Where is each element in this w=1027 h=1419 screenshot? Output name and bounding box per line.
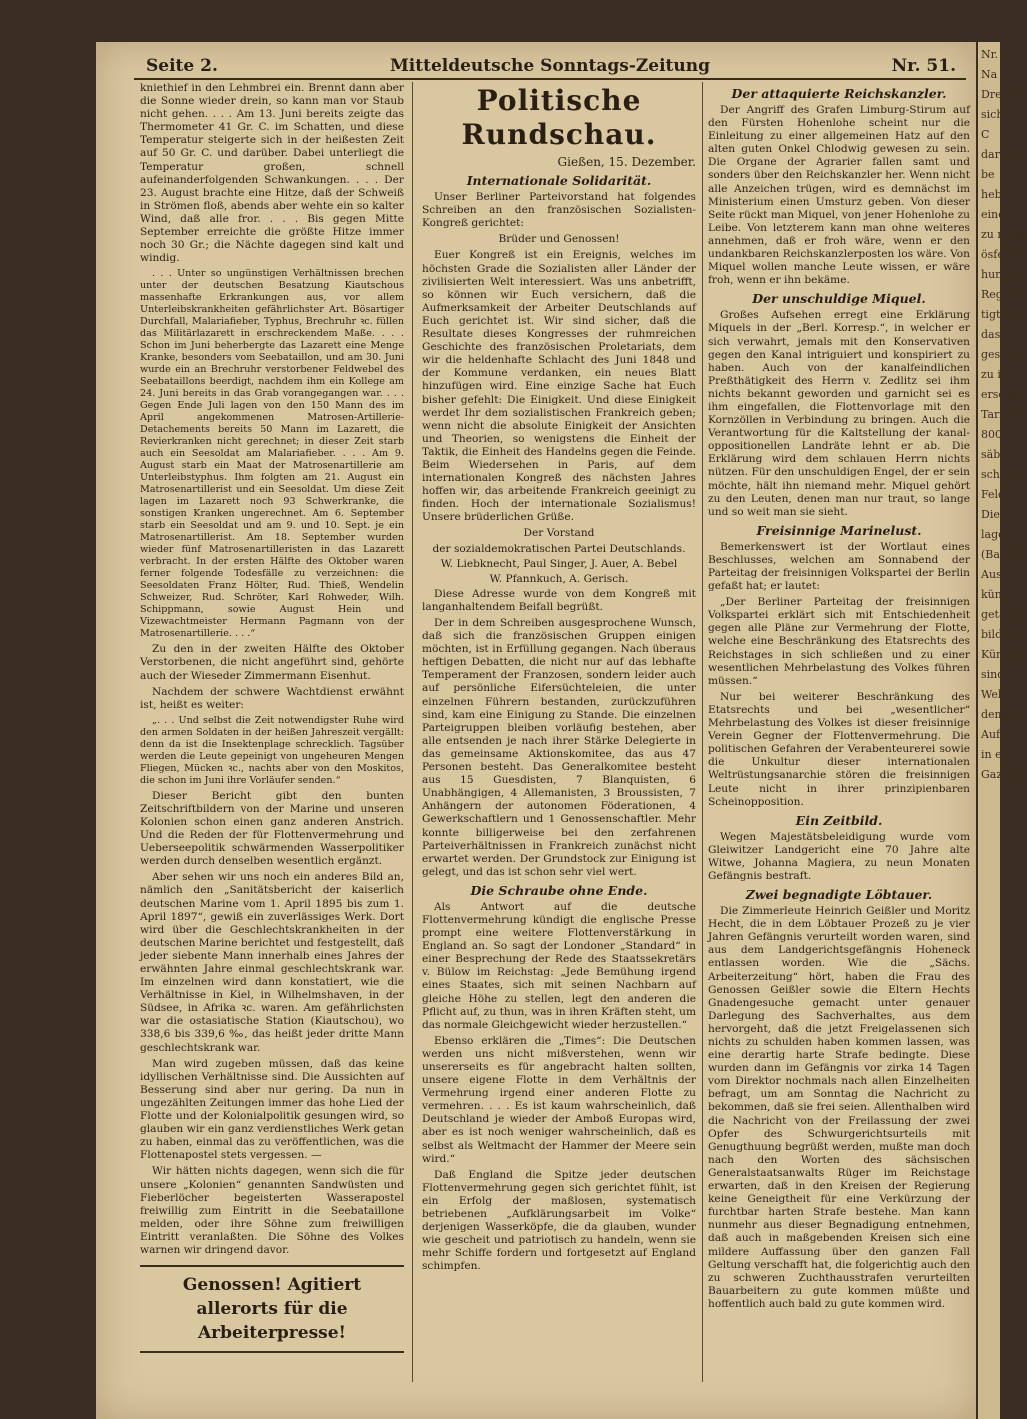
adjacent-page-fragment: darzuth bbox=[981, 148, 1025, 161]
paragraph: Aber sehen wir uns noch ein anderes Bild an, nämlich den „Sanitätsbericht der kaiserlich deutschen Marine vom 1. April 1895 bis zum 1. April 1897“, gewiß ein zuverlässiges Werk. Dort wird über die Geschlechtskrankheiten in der deutschen Marine berichtet und festgestellt, daß jeder siebente Mann innerhalb eines Jahres der erwähnten Jahre einmal geschlechtskrank war. Im einzelnen wird dann konstatiert, wie die Verhältnisse in Kiel, in Wilhelmshaven, in der Südsee, in Afrika ꝛc. waren. Am gefährlichsten war die ostasiatische Station (Kiautschou), wo 338,6 bis 339,6 ‰, das heißt jeder dritte Mann geschlechtskrank war. bbox=[140, 871, 404, 1054]
slogan-box: Genossen! Agitiert allerorts für die Arbeiterpresse! bbox=[140, 1265, 404, 1353]
paragraph: „Der Berliner Parteitag der freisinnigen Volkspartei erklärt sich mit Entschiedenheit gegen alle Pläne zur Vermehrung der Flotte, welche eine Beschränkung des Etatsrechts des Reichstages in sich schließen und zu einer wesentlichen Mehrbelastung des Volkes führen müssen.“ bbox=[708, 596, 970, 687]
paragraph: Der Angriff des Grafen Limburg-Stirum auf den Fürsten Hohenlohe scheint nur die Einleitung zu einer allgemeinen Hatz auf den alten guten Onkel Chlodwig gewesen zu sein. Die Organe der Agrarier fallen samt und sonders über den Reichskanzler her. Wenn nicht alle Anzeichen trügen, wird es demnächst im Ministerium einen Umsturz geben. Von dieser Seite rückt man Miquel, von jener Hohenlohe zu Leibe. Von letzterem kann man ohne weiteres annehmen, daß er froh wäre, wenn er den undankbaren Reichskanzlerposten los wäre. Von Miquel wollen manche Leute wissen, er wäre froh, wenn er ihn bekäme. bbox=[708, 104, 970, 287]
adjacent-page-fragment: schwe bbox=[981, 468, 1016, 481]
paragraph: Diese Adresse wurde von dem Kongreß mit langanhaltendem Beifall begrüßt. bbox=[422, 587, 696, 613]
paragraph: „. . . Und selbst die Zeit notwendigster Ruhe wird den armen Soldaten in der heißen Jahreszeit vergällt: denn da ist die Insektenplage schrecklich. Tagsüber werden die Leute gepeinigt von ungeheuren Mengen Fliegen, Mücken ꝛc., nachts aber von den Moskitos, die schon im Juni ihre Vorläufer senden.“ bbox=[140, 714, 404, 786]
adjacent-page-fragment: Aufer bbox=[981, 728, 1012, 741]
article-heading: Ein Zeitbild. bbox=[795, 812, 883, 828]
paragraph: Die Zimmerleute Heinrich Geißler und Moritz Hecht, die in dem Löbtauer Prozeß zu je vier Jahren Gefängnis verurteilt worden waren, sind aus dem Landgerichtsgefängnis Hoheneck entlassen worden. Wie die „Sächs. Arbeiterzeitung“ hört, haben die Frau des Genossen Geißler sowie die Eltern Hechts Gnadengesuche gemacht unter genauer Darlegung des Sachverhaltes, aus dem hervorgeht, daß die jetzt Freigelassenen sich nichts zu schulden haben kommen lassen, was eine derartig harte Strafe bedingte. Diese wurden dann im Gefängnis vor zirka 14 Tagen vom Direktor nochmals nach allen Einzelheiten befragt, um am Sonntag die Nachricht zu bekommen, daß sie frei seien. Allenthalben wird die Nachricht von der Freilassung der zwei Opfer des Schwurgerichtsurteils mit Genugthuung begrüßt werden, mußte man doch nach den Worten des sächsischen Generalstaatsanwalts Rüger im Reichstage erwarten, daß in den Kreisen der Regierung keine Geneigtheit für eine Verkürzung der furchtbar harten Strafe bestehe. Man kann nunmehr aus dieser Begnadigung entnehmen, daß auch in maßgebenden Kreisen sich eine mildere Auffassung über den ganzen Fall Geltung verschafft hat, die folgerichtig auch den zu schweren Zuchthausstrafen verurteilten Bauarbeitern zu gute kommen müßte und hoffentlich auch bald zu gute kommen wird. bbox=[708, 905, 970, 1310]
adjacent-page-fragment: zu mehr bbox=[981, 228, 1027, 241]
newspaper-title: Mitteldeutsche Sonntags-Zeitung bbox=[389, 56, 711, 76]
section-title: Politische Rundschau. bbox=[461, 84, 657, 151]
adjacent-page-fragment: bilden. bbox=[981, 628, 1020, 641]
adjacent-page-fragment: (Bandh bbox=[981, 548, 1022, 561]
adjacent-page-fragment: Gazette bbox=[981, 768, 1025, 781]
article-heading: Der attaquierte Reichskanzler. bbox=[731, 86, 947, 101]
adjacent-page-fragment: künft bbox=[981, 588, 1011, 601]
paragraph: Bemerkenswert ist der Wortlaut eines Beschlusses, welchen am Sonnabend der Parteitag der freisinnigen Volkspartei der Berlin gefaßt hat; er lautet: bbox=[708, 540, 970, 593]
adjacent-page-fragment: Regier bbox=[981, 288, 1019, 301]
paragraph: Euer Kongreß ist ein Ereignis, welches im höchsten Grade die Sozialisten aller Länder der zivilisierten Welt interessiert. Was uns anbetrifft, so können wir Euch versichern, daß die Aufmerksamkeit der Arbeiter Deutschlands auf Euch gerichtet ist. Wir sind sicher, daß die Resultate dieses Kongresses der ruhmreichen Geschichte des französischen Proletariats, dem wir die heldenhafte Schlacht des Juni 1848 und der Kommune verdanken, ein neues Blatt hinzufügen wird. Eine einzige Sache hat Euch bisher gefehlt: Die Einigkeit. Und diese Einigkeit werdet Ihr dem sozialistischen Frankreich geben; wenn nicht die absolute Einigkeit der Ansichten und Theorien, so wenigstens die Einheit der Taktik, die Einheit des Handelns gegen die Feinde. Beim Wiedersehen in Paris, auf dem internationalen Kongreß des nächsten Jahres hoffen wir, das arbeitende Frankreich geeinigt zu finden. Hoch der internationale Sozialismus! Unsere brüderlichen Grüße. bbox=[422, 249, 696, 524]
article-heading: Die Schraube ohne Ende. bbox=[470, 882, 648, 898]
column-2 bbox=[422, 82, 696, 1412]
adjacent-page-fragment: getauch bbox=[981, 608, 1026, 621]
adjacent-page-fragment: zu im bbox=[981, 368, 1012, 381]
paragraph: Großes Aufsehen erregt eine Erklärung Miquels in der „Berl. Korresp.“, in welcher er sich verwahrt, jemals mit den Konservativen gegen den Kanal intriguiert und konspiriert zu haben. Auch von der kanalfeindlichen Preßthätigkeit des Herrn v. Zedlitz sei ihm nichts bekannt geworden und garnicht sei es ihm eingefallen, die Flottenvorlage mit den Kornzöllen in Verbindung zu bringen. Auch die Verantwortung für die Kaltstellung der kanal-oppositionellen Landräte lehnt er ab. Die Erklärung wird dem schlauen Herrn nichts nützen. Für den unschuldigen Engel, der er sein möchte, hält ihn niemand mehr. Miquel gehört zu den Leuten, denen man nur traut, so lange und so weit man sie sieht. bbox=[708, 309, 970, 518]
article-heading: Der unschuldige Miquel. bbox=[752, 291, 926, 307]
page-number: Seite 2. bbox=[146, 56, 218, 76]
adjacent-page-fragment: Na bbox=[981, 68, 998, 81]
paragraph: Ebenso erklären die „Times“: Die Deutschen werden uns nicht mißverstehen, wenn wir unsererseits es für angebracht halten sollten, unsere eigene Flotte in dem Verhältnis der Vermehrung irgend einer anderen Flotte zu vermehren. . . . Es ist kaum wahrscheinlich, daß Deutschland je wieder der Amboß Europas wird, aber es ist noch weniger wahrscheinlich, daß es selbst als Weltmacht der Hammer der Meere sein wird.“ bbox=[422, 1034, 696, 1165]
adjacent-page-fragment: hebe. bbox=[981, 188, 1012, 201]
adjacent-page-fragment: in e bbox=[981, 748, 1002, 761]
adjacent-page-fragment: demokr bbox=[981, 708, 1024, 721]
paragraph: Zu den in der zweiten Hälfte des Oktober Verstorbenen, die nicht angeführt sind, gehörte auch der Wieseder Zimmermann Eisenhut. bbox=[140, 643, 404, 682]
paragraph: Nachdem der schwere Wachtdienst erwähnt ist, heißt es weiter: bbox=[140, 685, 404, 711]
adjacent-page-fragment: das i bbox=[981, 328, 1008, 341]
adjacent-page-fragment: C bbox=[981, 128, 990, 141]
adjacent-page-fragment: ösfent bbox=[981, 248, 1016, 261]
paragraph: Wegen Majestätsbeleidigung wurde vom Gleiwitzer Landgericht eine 70 Jahre alte Witwe, Johanna Magiera, zu neun Monaten Gefängnis bestraft. bbox=[708, 830, 970, 882]
column-rule bbox=[702, 82, 703, 1382]
paragraph: Der in dem Schreiben ausgesprochene Wunsch, daß sich die französischen Gruppen einigen möchten, ist in Erfüllung gegangen. Nach überaus heftigen Debatten, die nicht nur auf das lebhafte Temperament der Franzosen, sondern leider auch auf persönliche Eifersüchteleien, die unter einzelnen Führern bestanden, zurückzuführen sind, kam eine Einigung zu Stande. Die einzelnen Parteigruppen bleiben vorläufig bestehen, aber alle entsenden je nach ihrer Stärke Delegierte in das gemeinsame Aktionskomitee, das aus 47 Personen besteht. Das Generalkomitee besteht aus 15 Guesdisten, 7 Blanquisten, 6 Unabhängigen, 4 Allemanisten, 3 Broussisten, 7 Anhängern der autonomen Föderationen, 4 Gewerkschaftlern und 1 Genossenschaftler. Mehr konnte billigerweise bei den zerfahrenen Parteiverhältnissen in Frankreich zunächst nicht erwartet werden. Der Grundstock zur Einigung ist gelegt, und das ist schon sehr viel wert. bbox=[422, 617, 696, 878]
adjacent-page-fragment: ersolg bbox=[981, 388, 1016, 401]
paragraph: Als Antwort auf die deutsche Flottenvermehrung kündigt die englische Presse prompt eine weitere Flottenverstärkung in England an. So sagt der Londoner „Standard“ in einer Besprechung der Rede des Staatssekretärs v. Bülow im Reichstag: „Jede Bemühung irgend eines Staates, sich mit seinen Nachbarn auf gleiche Höhe zu stellen, legt den anderen die Pflicht auf, zu thun, was in ihren Kräften steht, um das normale Gleichgewicht wieder herzustellen.“ bbox=[422, 900, 696, 1031]
article-heading: Zwei begnadigte Löbtauer. bbox=[745, 887, 933, 903]
salutation: Brüder und Genossen! bbox=[498, 233, 620, 246]
issue-number: Nr. 51. bbox=[891, 56, 956, 76]
page-header bbox=[134, 56, 966, 80]
adjacent-page-fragment: hunde bbox=[981, 268, 1016, 281]
article-heading: Freisinnige Marinelust. bbox=[756, 522, 922, 538]
paragraph: Man wird zugeben müssen, daß das keine idyllischen Verhältnisse sind. Die Aussichten auf Besserung sind aber nur gering. Da nun in ungezählten Zeitungen immer das hohe Lied der Flotte und der Kolonialpolitik gesungen wird, so glauben wir ein ganz verdienstliches Werk getan zu haben, einmal das zu veröffentlichen, was die Flottenapostel stets vergessen. — bbox=[140, 1057, 404, 1162]
paragraph: Wir hätten nichts dagegen, wenn sich die für unsere „Kolonien“ genannten Sandwüsten und Fieberlöcher begeisterten Wasserapostel freiwillig zum Eintritt in die Seebataillone melden, oder ihre Söhne zum freiwilligen Eintritt veranlaßten. Die Söhne des Volkes warnen wir dringend davor. bbox=[140, 1165, 404, 1256]
adjacent-page-fragment: Welti bbox=[981, 688, 1010, 701]
adjacent-page-fragment: sind bbox=[981, 668, 1005, 681]
article-heading: Internationale Solidarität. bbox=[466, 173, 652, 189]
adjacent-page-fragment: Tariff bbox=[981, 408, 1011, 421]
signature-line: W. Pfannkuch, A. Gerisch. bbox=[489, 572, 629, 585]
adjacent-page-fragment: tigten bbox=[981, 308, 1014, 321]
adjacent-page-fragment: Feldk bbox=[981, 488, 1012, 501]
signature-line: W. Liebknecht, Paul Singer, J. Auer, A. Bebel bbox=[440, 557, 678, 570]
adjacent-page-fragment: Künftle bbox=[981, 648, 1022, 661]
signature-line: der sozialdemokratischen Partei Deutschlands. bbox=[432, 542, 686, 555]
column-3 bbox=[708, 82, 970, 1412]
paragraph: kniethief in den Lehmbrei ein. Brennt dann aber die Sonne wieder drein, so kann man vor Staub nicht gehen. . . . Am 13. Juni bereits zeigte das Thermometer 41 Gr. C. im Schatten, und diese Temperatur steigerte sich in der heißesten Zeit auf 50 Gr. C. und darüber. Dabei unterliegt die Temperatur großen, schnell aufeinanderfolgenden Schwankungen. . . . Der 23. August brachte eine Hitze, daß der Schweiß in Strömen floß, abends aber wehte ein so kalter Wind, daß alle fror. . . . Bis gegen Mitte September erreichte die größte Hitze immer noch 30 Gr.; die Nächte dagegen sind kalt und windig. bbox=[140, 82, 404, 265]
adjacent-page-fragment: Aus bbox=[981, 568, 1002, 581]
column-1 bbox=[140, 82, 404, 1412]
adjacent-page-fragment: einen bbox=[981, 208, 1012, 221]
adjacent-page-fragment: Nr. 5 bbox=[981, 48, 1009, 61]
newspaper-page bbox=[96, 42, 976, 1419]
paragraph: Dieser Bericht gibt den bunten Zeitschriftbildern von der Marine und unseren Kolonien schon einen ganz anderen Anstrich. Und die Reden der für Flottenvermehrung und Ueberseepolitik schwärmenden Wasserpolitiker werden durch denselben wesentlich ergänzt. bbox=[140, 789, 404, 868]
adjacent-page-fragment: be bbox=[981, 168, 995, 181]
paragraph: Nur bei weiterer Beschränkung des Etatsrechts und bei „wesentlicher“ Mehrbelastung des Volkes ist dieser freisinnige Verein Gegner der Flottenvermehrung. Die politischen Gefahren der Verabenteurerei sowie die Unkultur dieser internationalen Weltrüstungsanarchie stören die freisinnigen Leute nicht in ihrer prinzipienbaren Scheinopposition. bbox=[708, 690, 970, 808]
adjacent-page-edge bbox=[978, 42, 1027, 1419]
adjacent-page-fragment: 8000 bbox=[981, 428, 1009, 441]
adjacent-page-fragment: Die bbox=[981, 508, 1000, 521]
adjacent-page-fragment: gesetz bbox=[981, 348, 1017, 361]
paragraph: Daß England die Spitze jeder deutschen Flottenvermehrung gegen sich gerichtet fühlt, ist ein Erfolg der maßlosen, systematisch betriebenen „Aufklärungsarbeit im Volke“ derjenigen Wasserköpfe, die da glauben, wunder wie gescheit und patriotisch zu handeln, wenn sie mehr Schiffe fordern und fortgesetzt auf England schimpfen. bbox=[422, 1168, 696, 1273]
paragraph: . . . Unter so ungünstigen Verhältnissen brechen unter der deutschen Besatzung Kiautschous massenhafte Erkrankungen aus, vor allem Unterleibskrankheiten gefährlichster Art. Bösartiger Durchfall, Malariafieber, Typhus, Brechruhr ꝛc. füllen das Militärlazarett in erschreckendem Maße. . . . Schon im Juni beherbergte das Lazarett eine Menge Kranke, besonders vom Seebataillon, und am 30. Juni wurde ein an Brechruhr verstorbener Feldwebel des Seebataillons beerdigt, nachdem ihm ein Kollege am 24. Juni bereits in das Grab vorangegangen war. . . . Gegen Ende Juli lagen von den 150 Mann des im April angekommenen Matrosen-Artillerie-Detachements bereits 50 Mann im Lazarett, die Revierkranken nicht gerechnet; in dieser Zeit starb auch ein Seesoldat am Malariafieber. . . . Am 9. August starb ein Maat der Matrosenartillerie am Unterleibstyphus. Ihm folgten am 21. August ein Matrosenartillerist und ein Seesoldat. Um diese Zeit lagen im Lazarett noch 93 Schwerkranke, die sonstigen Kranken ungerechnet. Am 6. September starb ein Seesoldat und am 9. und 10. Sept. je ein Matrosenartillerist. Am 18. September wurden wieder fünf Matrosenartilleristen in das Lazarett verbracht. In der ersten Hälfte des Oktober waren ferner folgende Todesfälle zu verzeichnen: die Seesoldaten Franz Hölter, Rud. Thieß, Wendelin Schweizer, Rud. Schröter, Karl Rohweder, Wilh. Schippmann, sowie August Hein und Vizewachtmeister Hermann Pagmann von der Matrosenartillerie. . . .“ bbox=[140, 268, 404, 640]
signature-line: Der Vorstand bbox=[523, 527, 595, 540]
paragraph: Unser Berliner Parteivorstand hat folgendes Schreiben an den französischen Sozialisten-Kongreß gerichtet: bbox=[422, 191, 696, 230]
adjacent-page-fragment: Dreißi bbox=[981, 88, 1016, 101]
adjacent-page-fragment: säbel bbox=[981, 448, 1011, 461]
dateline: Gießen, 15. Dezember. bbox=[557, 155, 696, 169]
adjacent-page-fragment: sicht , bbox=[981, 108, 1015, 121]
column-rule bbox=[412, 82, 413, 1382]
adjacent-page-fragment: lagen bbox=[981, 528, 1012, 541]
